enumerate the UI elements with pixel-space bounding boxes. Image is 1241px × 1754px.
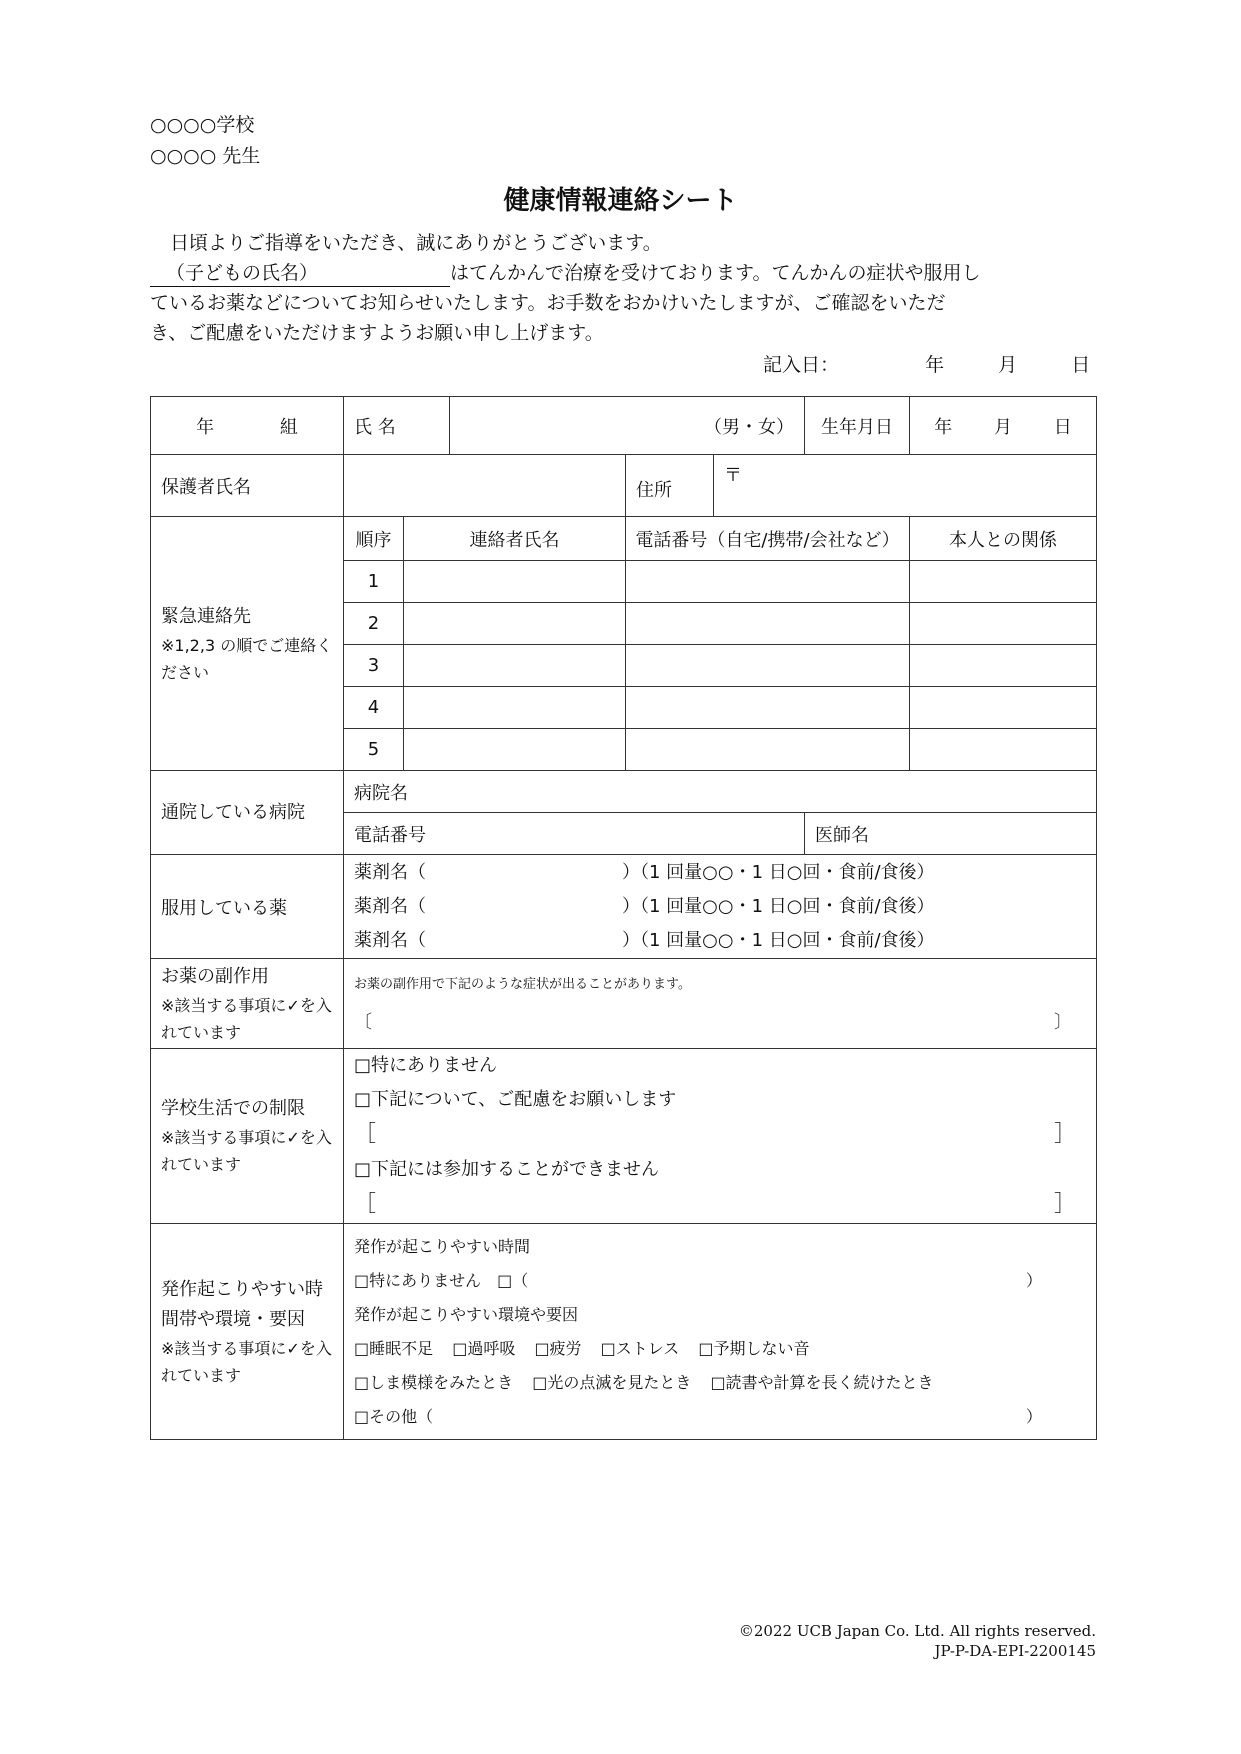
postal-mark: 〒: [724, 465, 743, 486]
emergency-note: ※1,2,3 の順でご連絡ください: [161, 635, 333, 682]
hospital-phone-label: 電話番号: [354, 824, 426, 846]
intro-line-3: ているお薬などについてお知らせいたします。お手数をおかけいたしますが、ご確認をいただ: [150, 292, 946, 314]
contact-name-field[interactable]: [404, 687, 626, 729]
relation-header: 本人との関係: [910, 517, 1097, 561]
document-code: JP-P-DA-EPI-2200145: [934, 1642, 1096, 1660]
student-row: [151, 397, 1097, 455]
hospital-name-field[interactable]: [344, 771, 1097, 813]
order-cell: 2: [344, 603, 404, 645]
factor-stripes[interactable]: □しま模様をみたとき: [354, 1372, 514, 1392]
factors-row: [354, 1332, 1086, 1366]
guardian-label: 保護者氏名: [161, 476, 251, 498]
close-paren: ）: [1026, 1406, 1043, 1426]
close-paren: ）: [1026, 1270, 1043, 1290]
side-effects-label-cell: [151, 959, 344, 1049]
phone-header: 電話番号（自宅/携帯/会社など）: [626, 517, 910, 561]
factor-other[interactable]: □その他（: [354, 1406, 434, 1426]
time-option-other[interactable]: □（: [497, 1270, 529, 1290]
contact-name-field[interactable]: [404, 729, 626, 771]
birth-month: 月: [994, 416, 1013, 438]
medicine-dose-label: ）（1 回量○○・1 日○回・食前/食後）: [622, 861, 935, 883]
address-label-cell: [626, 455, 714, 517]
close-bracket: 〕: [1054, 1012, 1073, 1033]
phone-field[interactable]: [626, 729, 910, 771]
factor-fatigue[interactable]: □疲労: [534, 1338, 582, 1358]
side-effects-brackets: [354, 1008, 1086, 1034]
side-effects-row: [151, 959, 1097, 1049]
side-effects-label: お薬の副作用: [161, 965, 269, 987]
side-effects-field[interactable]: [344, 959, 1097, 1049]
restrictions-note: ※該当する事項に✓を入れています: [161, 1128, 332, 1174]
open-bracket: 〔: [354, 1012, 372, 1033]
factor-other-row: [354, 1400, 1086, 1434]
cannot-join-brackets[interactable]: [354, 1187, 1086, 1223]
phone-field[interactable]: [626, 687, 910, 729]
factors-row: [354, 1366, 1086, 1400]
order-cell: 1: [344, 561, 404, 603]
order-cell: 5: [344, 729, 404, 771]
medicine-line: [354, 890, 1086, 924]
intro-line-1: 日頃よりご指導をいただき、誠にありがとうございます。: [170, 232, 662, 254]
open-bracket: ［: [354, 1122, 377, 1147]
relation-field[interactable]: [910, 603, 1097, 645]
seizure-time-options: [354, 1264, 1086, 1298]
emergency-label-cell: [151, 517, 344, 771]
medicine-dose-label: ）（1 回量○○・1 日○回・食前/食後）: [622, 895, 935, 917]
order-header: 順序: [344, 517, 404, 561]
open-bracket: ［: [354, 1192, 377, 1217]
class-label: 組: [279, 416, 298, 438]
guardian-row: [151, 455, 1097, 517]
medicine-name-label: 薬剤名（: [354, 895, 426, 917]
name-label-cell: [344, 397, 450, 455]
name-label: 氏 名: [354, 416, 396, 438]
gender-option[interactable]: （男・女）: [704, 416, 795, 438]
child-name-field[interactable]: [150, 260, 450, 287]
seizure-label: 発作起こりやすい時間帯や環境・要因: [161, 1278, 323, 1330]
date-day: 日: [1071, 354, 1091, 376]
teacher-name: ○○○○ 先生: [150, 145, 261, 167]
intro-line-4: き、ご配慮をいただけますようお願い申し上げます。: [150, 322, 604, 344]
copyright: ©2022 UCB Japan Co. Ltd. All rights reserved.: [738, 1622, 1096, 1640]
emergency-label: 緊急連絡先: [161, 605, 251, 627]
phone-field[interactable]: [626, 603, 910, 645]
intro-line-2: [150, 258, 1100, 288]
hospital-label: 通院している病院: [161, 801, 305, 823]
date-line: [763, 350, 1090, 377]
restriction-option-none[interactable]: □特にありません: [354, 1055, 498, 1076]
factor-reading-calculating[interactable]: □読書や計算を長く続けたとき: [710, 1372, 934, 1392]
order-cell: 3: [344, 645, 404, 687]
phone-field[interactable]: [626, 645, 910, 687]
seizure-row: [151, 1224, 1097, 1440]
medicine-row: [151, 855, 1097, 959]
hospital-name-label: 病院名: [354, 782, 408, 804]
page-title: 健康情報連絡シート: [503, 186, 738, 216]
birth-label-cell: [805, 397, 910, 455]
side-effects-note: ※該当する事項に✓を入れています: [161, 995, 332, 1042]
contact-name-header: 連絡者氏名: [404, 517, 626, 561]
health-info-table: [150, 396, 1097, 1440]
restrictions-label-cell: [151, 1049, 344, 1224]
relation-field[interactable]: [910, 729, 1097, 771]
factor-unexpected-sound[interactable]: □予期しない音: [698, 1338, 810, 1358]
contact-name-field[interactable]: [404, 561, 626, 603]
relation-field[interactable]: [910, 561, 1097, 603]
doctor-field[interactable]: [805, 813, 1097, 855]
restrictions-field[interactable]: [344, 1049, 1097, 1224]
factor-stress[interactable]: □ストレス: [600, 1338, 680, 1358]
address-field[interactable]: [714, 455, 1097, 517]
restrictions-row: [151, 1049, 1097, 1224]
birth-day: 日: [1053, 416, 1072, 438]
guardian-label-cell: [151, 455, 344, 517]
medicine-field[interactable]: [344, 855, 1097, 959]
medicine-label: 服用している薬: [161, 897, 287, 919]
seizure-label-cell: [151, 1224, 344, 1440]
medicine-dose-label: ）（1 回量○○・1 日○回・食前/食後）: [622, 929, 935, 951]
date-label: 記入日：: [763, 354, 840, 376]
order-cell: 4: [344, 687, 404, 729]
hospital-label-cell: [151, 771, 344, 855]
grade-class-cell[interactable]: [151, 397, 344, 455]
contact-name-field[interactable]: [404, 645, 626, 687]
child-name-placeholder: （子どもの氏名）: [166, 262, 319, 284]
restrictions-label: 学校生活での制限: [161, 1098, 305, 1119]
contact-name-field[interactable]: [404, 603, 626, 645]
factor-sleep[interactable]: □睡眠不足: [354, 1338, 434, 1358]
birth-label: 生年月日: [821, 416, 894, 438]
birth-date-field[interactable]: [910, 397, 1097, 455]
relation-field[interactable]: [910, 687, 1097, 729]
doctor-label: 医師名: [815, 824, 870, 846]
restriction-option-cannot-join[interactable]: □下記には参加することができません: [354, 1159, 660, 1180]
seizure-time-heading: 発作が起こりやすい時間: [354, 1236, 531, 1256]
medicine-name-label: 薬剤名（: [354, 929, 426, 951]
hospital-phone-field[interactable]: [344, 813, 805, 855]
medicine-line: [354, 924, 1086, 958]
date-month: 月: [998, 354, 1018, 376]
address-label: 住所: [636, 480, 673, 501]
phone-field[interactable]: [626, 561, 910, 603]
close-bracket: ］: [1054, 1122, 1077, 1147]
name-field[interactable]: [450, 397, 805, 455]
birth-year: 年: [934, 416, 953, 438]
school-name: ○○○○学校: [150, 114, 255, 136]
grade-label: 年: [196, 416, 215, 438]
close-bracket: ］: [1054, 1192, 1077, 1217]
time-option-none[interactable]: □特にありません: [354, 1270, 482, 1290]
intro-text: [150, 228, 1100, 348]
medicine-label-cell: [151, 855, 344, 959]
medicine-line: [354, 856, 1086, 890]
seizure-note: ※該当する事項に✓を入れています: [161, 1338, 332, 1385]
intro-body-first: はてんかんで治療を受けております。てんかんの症状や服用し: [450, 262, 981, 284]
emergency-header-row: [151, 517, 1097, 561]
relation-field[interactable]: [910, 645, 1097, 687]
factor-hyperventilation[interactable]: □過呼吸: [452, 1338, 516, 1358]
hospital-name-row: [151, 771, 1097, 813]
date-year: 年: [925, 354, 945, 376]
consideration-brackets[interactable]: [354, 1117, 1086, 1153]
side-effects-text: お薬の副作用で下記のような症状が出ることがあります。: [354, 977, 691, 992]
restriction-option-consideration[interactable]: □下記について、ご配慮をお願いします: [354, 1089, 677, 1110]
seizure-env-heading: 発作が起こりやすい環境や要因: [354, 1304, 579, 1324]
guardian-name-field[interactable]: [344, 455, 626, 517]
medicine-name-label: 薬剤名（: [354, 861, 426, 883]
seizure-field[interactable]: [344, 1224, 1097, 1440]
factor-flashing-light[interactable]: □光の点滅を見たとき: [532, 1372, 692, 1392]
